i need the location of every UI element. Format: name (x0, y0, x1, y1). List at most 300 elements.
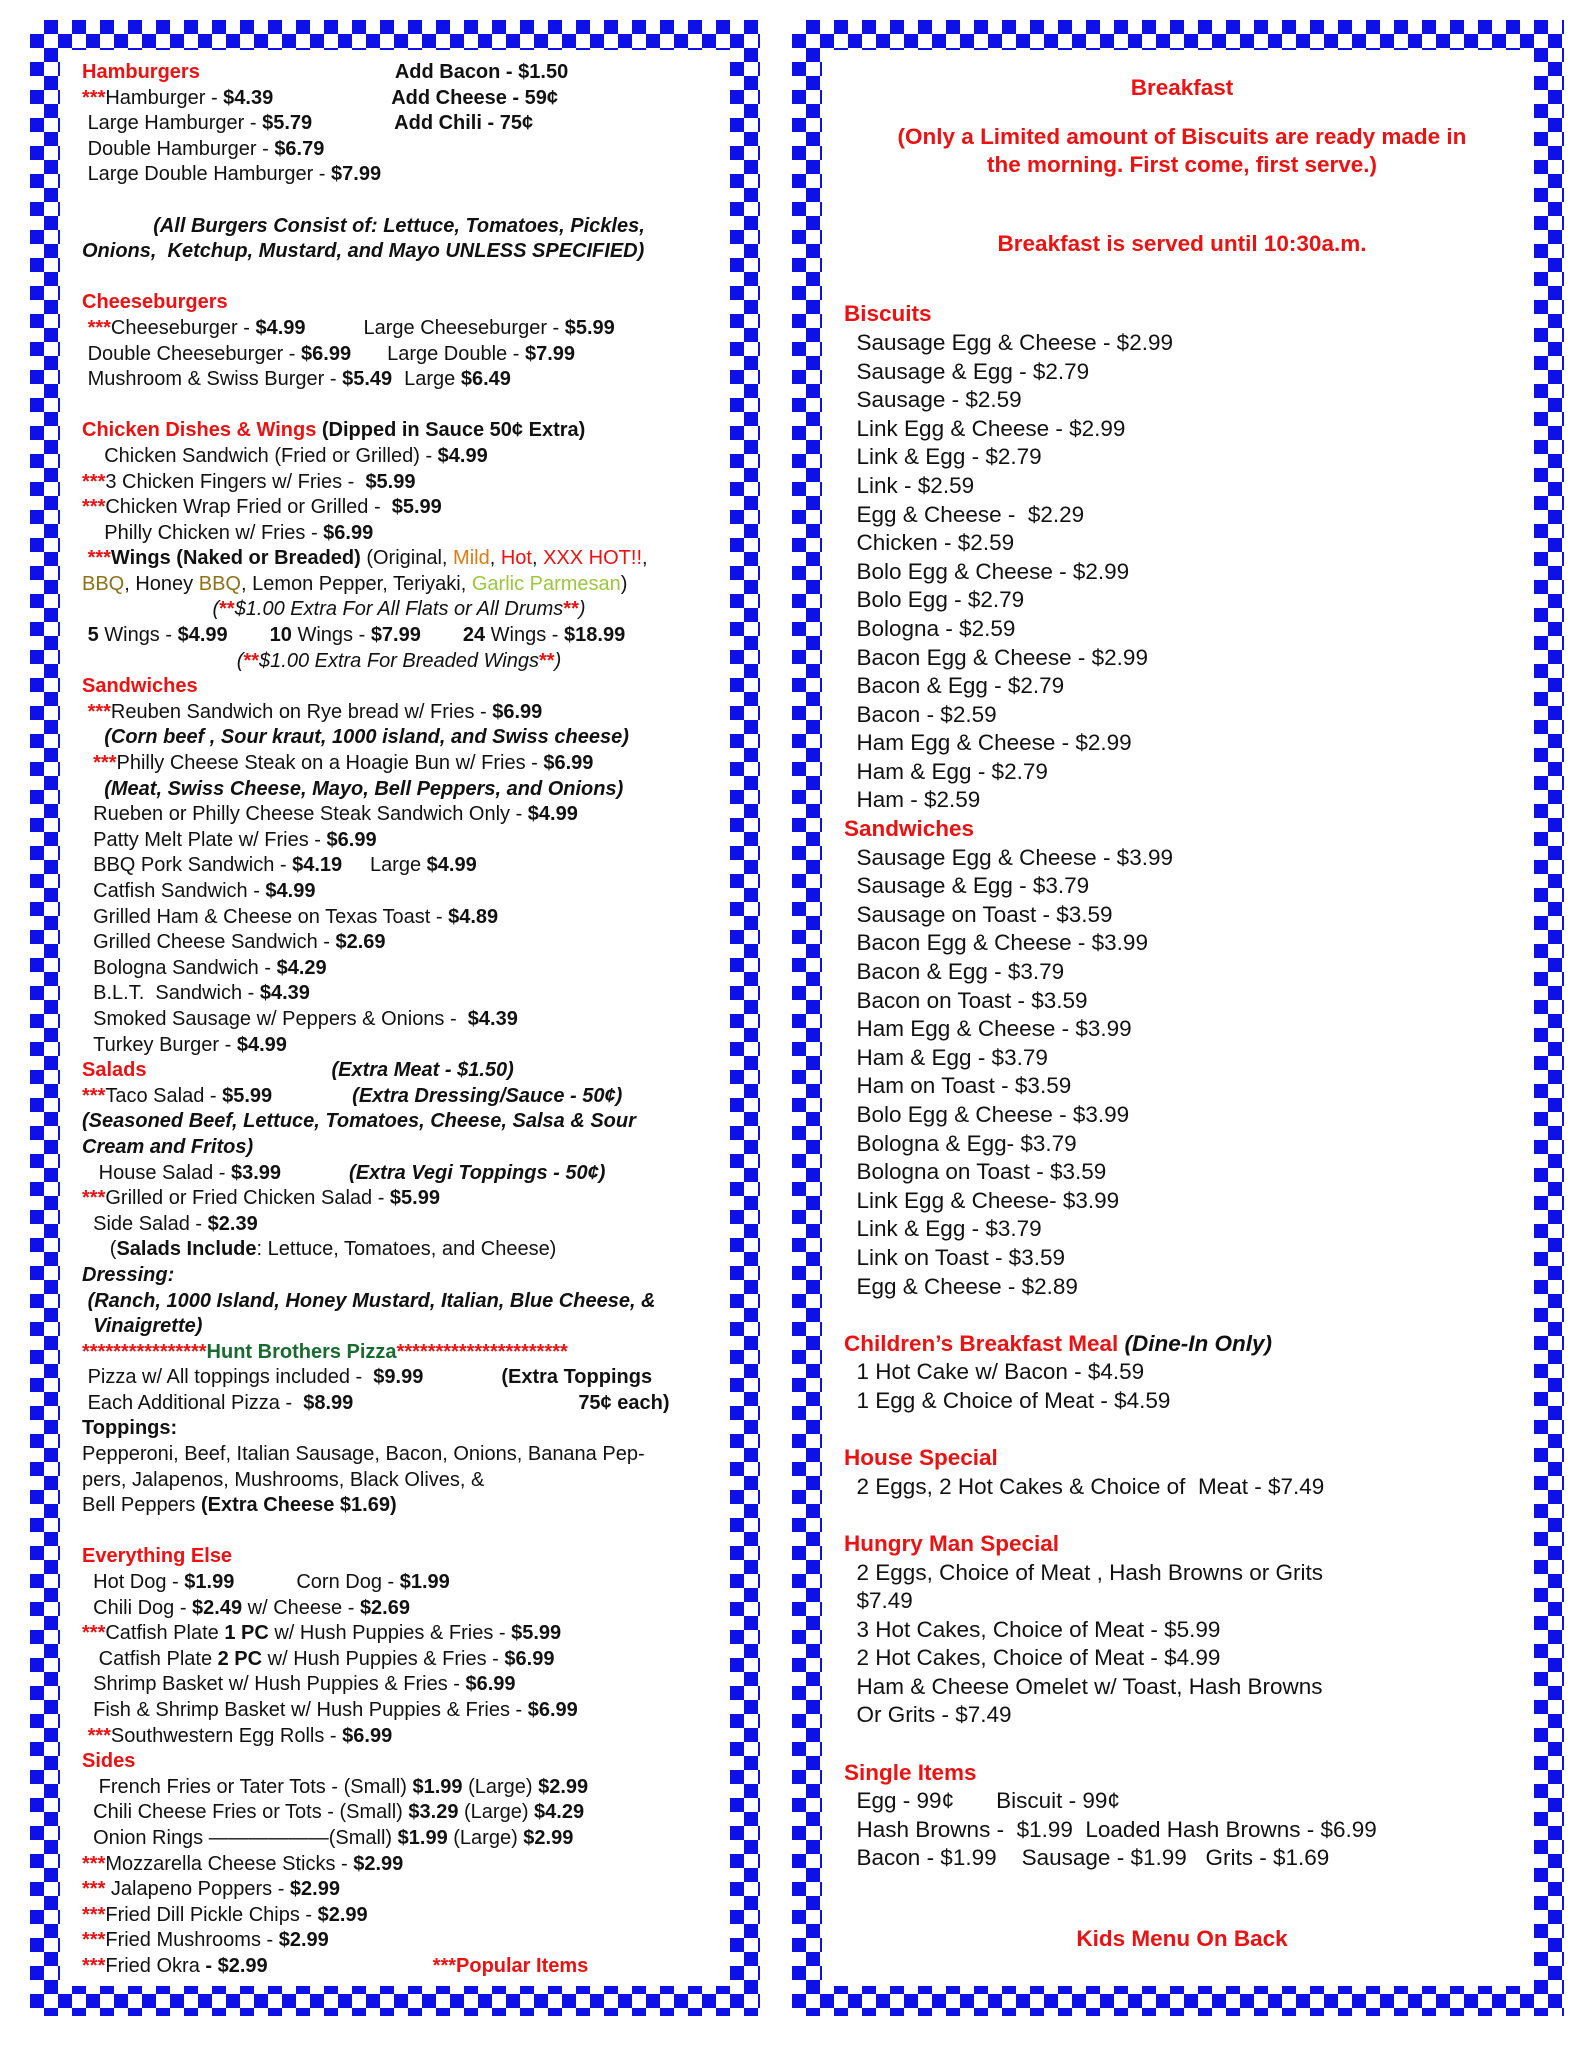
menu-text: , Lemon Pepper, Teriyaki, (240, 572, 472, 595)
menu-text: ** (538, 649, 555, 672)
menu-line (844, 1015, 1520, 1044)
column-spacer (421, 640, 463, 641)
menu-text: Vinaigrette) (82, 1315, 203, 1338)
menu-text: 24 (462, 624, 486, 647)
menu-line (82, 853, 716, 879)
menu-text: $1.99 (397, 1826, 448, 1849)
menu-line (82, 1365, 716, 1391)
menu-text: 75¢ each) (578, 1391, 670, 1414)
menu-text: Link & Egg - $2.79 (844, 444, 1042, 470)
menu-text: $4.39 (467, 1007, 518, 1030)
menu-text: 10 (269, 624, 292, 647)
menu-text: (Extra Meat - $1.50) (331, 1059, 514, 1082)
menu-text: (Dipped in Sauce 50¢ Extra) (321, 419, 586, 442)
section-cheeseburgers (82, 290, 716, 316)
menu-text: $6.49 (460, 368, 511, 391)
menu-text: Add Cheese - 59¢ (391, 86, 558, 109)
menu-text: ********************** (396, 1340, 568, 1363)
menu-text: $6.99 (342, 1724, 393, 1747)
column-spacer (234, 1587, 296, 1588)
menu-text: $4.29 (534, 1801, 585, 1824)
menu-text: $1.99 (399, 1571, 450, 1594)
menu-text: Catfish Sandwich - (82, 880, 266, 902)
menu-line (82, 1161, 716, 1187)
menu-text: Mozzarella Cheese Sticks - (105, 1852, 354, 1875)
menu-text: Bacon Egg & Cheese - $2.99 (844, 644, 1148, 670)
menu-text: 1 PC (224, 1622, 269, 1645)
menu-text: $4.39 (259, 982, 310, 1005)
menu-line (844, 123, 1520, 152)
menu-text: Bacon on Toast - $3.59 (844, 987, 1088, 1013)
menu-text: - $2.99 (205, 1954, 268, 1977)
menu-line (82, 1033, 716, 1059)
menu-text: $6.99 (301, 342, 352, 365)
menu-text: Cream and Fritos) (82, 1135, 254, 1158)
menu-line (82, 86, 716, 112)
menu-text: *** (82, 1622, 106, 1645)
menu-line (844, 358, 1520, 387)
menu-line (82, 1570, 716, 1596)
menu-text: $6.99 (492, 700, 543, 723)
column-spacer (351, 359, 387, 360)
section-breakfast-sandwiches (844, 815, 1520, 844)
menu-line (844, 872, 1520, 901)
menu-text: Bologna & Egg- $3.79 (844, 1130, 1077, 1156)
section-heading-text: Cheeseburgers (82, 291, 228, 314)
menu-text: $2.69 (335, 931, 386, 954)
menu-text: 5 (82, 624, 99, 647)
menu-line (844, 1701, 1520, 1730)
menu-line (82, 1493, 716, 1519)
menu-line (82, 981, 716, 1007)
section-heading-text: Children’s Breakfast Meal (844, 1330, 1125, 1356)
menu-text: , (489, 547, 501, 570)
menu-text: House Salad - (82, 1161, 231, 1184)
column-spacer (312, 128, 394, 129)
menu-text: Ham Egg & Cheese - $3.99 (844, 1016, 1132, 1042)
menu-line (844, 1215, 1520, 1244)
menu-text: Ham & Egg - $2.79 (844, 758, 1048, 784)
menu-line (82, 777, 716, 803)
menu-line (82, 1647, 716, 1673)
menu-text: Sausage & Egg - $3.79 (844, 873, 1090, 899)
section-heading-text: Hamburgers (82, 61, 200, 83)
menu-text: $1.00 Extra For All Flats or All Drums (234, 598, 564, 621)
menu-text: Rueben or Philly Cheese Steak Sandwich Only - (82, 803, 528, 826)
menu-line (82, 316, 716, 342)
menu-line (844, 1787, 1520, 1816)
menu-text: $2.99 (278, 1929, 329, 1952)
menu-text: ( (236, 649, 244, 672)
menu-line (82, 700, 716, 726)
menu-line (82, 1237, 716, 1263)
spacer-line (82, 1519, 716, 1545)
column-spacer (353, 1408, 578, 1409)
menu-line (844, 958, 1520, 987)
menu-text: *** (82, 1852, 106, 1875)
menu-text: Hot (500, 547, 532, 570)
menu-line (82, 1724, 716, 1750)
menu-text: Ham & Egg - $3.79 (844, 1044, 1048, 1070)
menu-text: Large Double Hamburger - (82, 163, 332, 186)
menu-text: $4.39 (223, 86, 274, 109)
food-menu-panel (30, 20, 760, 2016)
menu-line (82, 1621, 716, 1647)
menu-text: *** (82, 1187, 106, 1210)
menu-line (844, 615, 1520, 644)
spacer-line (844, 1416, 1520, 1445)
section-single-items (844, 1759, 1520, 1788)
menu-text: $2.99 (289, 1878, 340, 1901)
menu-line (82, 239, 716, 265)
menu-text: (All Burgers Consist of: Lettuce, Tomatoes, Pickles, (153, 214, 645, 237)
menu-text: Philly Chicken w/ Fries - (82, 521, 324, 544)
menu-text: *** (82, 700, 111, 723)
menu-text: $7.99 (370, 624, 421, 647)
column-spacer (306, 333, 364, 334)
menu-text: ** (563, 598, 579, 621)
menu-line (82, 1826, 716, 1852)
menu-text: Grilled or Fried Chicken Salad - (105, 1187, 390, 1210)
menu-text: *** (82, 1084, 106, 1107)
menu-line (844, 1358, 1520, 1387)
menu-text: Bologna - $2.59 (844, 615, 1016, 641)
menu-line (844, 230, 1520, 259)
menu-text: Egg & Cheese - $2.89 (844, 1273, 1078, 1299)
menu-text: French Fries or Tater Tots - (Small) (82, 1775, 413, 1798)
menu-text: Or Grits - $7.49 (844, 1702, 1012, 1728)
menu-text: *** (82, 496, 106, 519)
menu-line (82, 649, 716, 675)
section-everything-else (82, 1544, 716, 1570)
menu-line (82, 1672, 716, 1698)
menu-text: $7.99 (524, 342, 576, 365)
menu-text: Sausage & Egg - $2.79 (844, 358, 1090, 384)
menu-text: Catfish Plate (105, 1622, 225, 1645)
menu-text: Toppings: (82, 1417, 178, 1440)
menu-text: Double Hamburger - (82, 137, 275, 160)
menu-text: Link & Egg - $3.79 (844, 1216, 1042, 1242)
menu-text: $5.79 (262, 112, 313, 135)
column-spacer (423, 1382, 501, 1383)
section-sandwiches (82, 674, 716, 700)
menu-text: Onion Rings ——————(Small) (82, 1826, 398, 1849)
menu-line (82, 1698, 716, 1724)
menu-line (82, 879, 716, 905)
menu-text: Cheeseburger - (110, 316, 256, 339)
menu-text: Chicken - $2.59 (844, 530, 1015, 556)
menu-text: Large (342, 854, 427, 877)
menu-text: Hot Dog - (82, 1571, 185, 1594)
menu-text: Hamburger - (105, 86, 224, 109)
menu-text: Wings - (291, 624, 371, 647)
menu-text: (Large) (447, 1826, 524, 1849)
section-hungry-man (844, 1530, 1520, 1559)
menu-text: Salads Include (116, 1238, 257, 1261)
menu-text: ) (554, 649, 562, 672)
kids-menu-note (844, 1925, 1520, 1954)
menu-text: (Only a Limited amount of Biscuits are ready made in (897, 123, 1467, 149)
column-spacer (392, 384, 404, 385)
menu-text: (Extra Toppings (501, 1366, 653, 1389)
menu-text: $4.19 (292, 854, 343, 877)
menu-text: 2 PC (217, 1647, 263, 1670)
menu-text: Philly Cheese Steak on a Hoagie Bun w/ Fries - (116, 752, 544, 775)
menu-line (844, 1273, 1520, 1302)
menu-text: **************** (82, 1340, 207, 1363)
menu-text: Ham & Cheese Omelet w/ Toast, Hash Browns (844, 1673, 1323, 1699)
menu-text: $6.99 (527, 1699, 578, 1721)
menu-text: ** (219, 598, 235, 621)
menu-text: *** (82, 752, 117, 775)
menu-text: $4.89 (448, 905, 499, 928)
menu-line (82, 342, 716, 368)
menu-text: Turkey Burger - (82, 1033, 237, 1056)
menu-line (82, 521, 716, 547)
menu-line (82, 751, 716, 777)
menu-text: Pepperoni, Beef, Italian Sausage, Bacon, Onions, Banana Pep- (82, 1443, 645, 1466)
spacer-line (82, 188, 716, 214)
menu-text: $18.99 (564, 624, 626, 647)
menu-line (82, 623, 716, 649)
menu-text: Sausage Egg & Cheese - $3.99 (844, 844, 1173, 870)
menu-text: $2.99 (317, 1903, 368, 1926)
menu-line (844, 672, 1520, 701)
menu-text: (Dine-In Only) (1124, 1330, 1273, 1356)
menu-text: Fried Mushrooms - (105, 1929, 279, 1952)
menu-line (844, 901, 1520, 930)
menu-line (82, 572, 716, 598)
menu-text: 3 Chicken Fingers w/ Fries - (105, 470, 366, 493)
menu-text: $2.99 (353, 1852, 404, 1875)
section-sides (82, 1749, 716, 1775)
menu-line (82, 1007, 716, 1033)
menu-line (82, 1800, 716, 1826)
menu-text: $6.99 (323, 521, 374, 544)
menu-line (844, 1244, 1520, 1273)
menu-text: Ham Egg & Cheese - $2.99 (844, 730, 1132, 756)
menu-line (844, 586, 1520, 615)
menu-text: $4.99 (527, 803, 578, 826)
section-heading-text: Sandwiches (844, 816, 975, 842)
menu-line (844, 558, 1520, 587)
menu-line (844, 1101, 1520, 1130)
menu-text: Biscuit - 99¢ (996, 1788, 1120, 1814)
menu-text: Link - $2.59 (844, 472, 975, 498)
section-chicken (82, 418, 716, 444)
menu-text: *** (82, 316, 111, 339)
menu-line (844, 987, 1520, 1016)
menu-line (844, 415, 1520, 444)
menu-text: Wings - (485, 624, 565, 647)
menu-text: $4.99 (437, 444, 488, 467)
menu-text: $7.49 (844, 1588, 913, 1614)
menu-text: *** (82, 1878, 106, 1901)
menu-text: Corn Dog - (296, 1571, 400, 1594)
menu-text: $7.99 (331, 163, 382, 186)
menu-text: Large Cheeseburger - (363, 316, 565, 339)
menu-line (844, 501, 1520, 530)
section-house-special (844, 1444, 1520, 1473)
menu-text: (Meat, Swiss Cheese, Mayo, Bell Peppers, and Onions) (82, 777, 624, 800)
menu-text: Each Additional Pizza - (82, 1391, 304, 1414)
menu-text: Grilled Ham & Cheese on Texas Toast - (82, 905, 449, 928)
menu-line (844, 1673, 1520, 1702)
menu-text: $2.99 (523, 1826, 574, 1849)
menu-text: B.L.T. Sandwich - (82, 982, 260, 1005)
menu-text: Mild (453, 547, 490, 570)
menu-line (844, 1387, 1520, 1416)
menu-line (82, 495, 716, 521)
menu-text: ( (82, 1238, 117, 1261)
menu-text: BBQ (198, 572, 241, 595)
menu-text: Ham on Toast - $3.59 (844, 1073, 1072, 1099)
menu-text: Fried Okra (105, 1954, 206, 1977)
menu-line (82, 828, 716, 854)
menu-text: Bacon & Egg - $2.79 (844, 673, 1065, 699)
menu-text: Link on Toast - $3.59 (844, 1244, 1065, 1270)
menu-line (82, 1442, 716, 1468)
menu-text: Hunt Brothers Pizza (206, 1340, 397, 1363)
column-spacer (281, 1178, 349, 1179)
menu-text: (Large) (458, 1801, 535, 1824)
menu-text: (Large) (462, 1775, 539, 1798)
menu-text: Bologna on Toast - $3.59 (844, 1159, 1107, 1185)
column-spacer (268, 1971, 433, 1972)
menu-text: , (531, 547, 544, 570)
menu-text: $5.99 (389, 1187, 440, 1210)
menu-line (844, 844, 1520, 873)
section-heading-text: Biscuits (844, 301, 932, 327)
menu-text: Jalapeno Poppers - (105, 1878, 290, 1901)
menu-line (82, 1928, 716, 1954)
menu-line (844, 929, 1520, 958)
menu-line (82, 1109, 716, 1135)
menu-text: (Corn beef , Sour kraut, 1000 island, and Swiss cheese) (82, 726, 629, 749)
menu-text: Chili Cheese Fries or Tots - (Small) (82, 1801, 409, 1824)
menu-text: w/ Hush Puppies & Fries - (262, 1647, 505, 1670)
section-heading-text: Chicken Dishes & Wings (82, 419, 322, 442)
menu-text: XXX HOT!! (543, 547, 642, 570)
menu-line (82, 1852, 716, 1878)
menu-text: : Lettuce, Tomatoes, and Cheese) (256, 1238, 557, 1261)
section-heading-text: Single Items (844, 1759, 977, 1785)
menu-line (82, 1596, 716, 1622)
column-spacer (273, 103, 391, 104)
section-pizza (82, 1340, 716, 1366)
menu-text: $2.49 (192, 1596, 243, 1619)
menu-line (82, 111, 716, 137)
menu-text: Side Salad - (82, 1212, 208, 1235)
menu-text: $4.29 (276, 956, 327, 979)
menu-line (82, 956, 716, 982)
menu-text: *** (82, 1903, 106, 1926)
menu-text: Bacon & Egg - $3.79 (844, 959, 1065, 985)
menu-text: Dressing: (82, 1263, 175, 1286)
menu-text: Ham - $2.59 (844, 787, 981, 813)
menu-text: Chili Dog - (82, 1596, 193, 1619)
menu-text: $4.99 (236, 1033, 287, 1056)
menu-text: 3 Hot Cakes, Choice of Meat - $5.99 (844, 1616, 1221, 1642)
menu-line (844, 1616, 1520, 1645)
menu-line (844, 1158, 1520, 1187)
menu-text: $6.99 (504, 1647, 555, 1670)
menu-line (82, 1468, 716, 1494)
menu-text: $5.49 (342, 368, 393, 391)
menu-line (82, 725, 716, 751)
menu-text: Bologna Sandwich - (82, 956, 277, 979)
menu-text: Bacon - $1.99 Sausage - $1.99 Grits - $1.69 (844, 1845, 1330, 1871)
column-spacer (954, 1807, 996, 1808)
menu-text: Sausage Egg & Cheese - $2.99 (844, 329, 1173, 355)
section-hamburgers (82, 60, 716, 86)
menu-text: Chicken Wrap Fried or Grilled - (105, 496, 392, 519)
menu-text: Southwestern Egg Rolls - (110, 1724, 343, 1747)
menu-text: (Extra Vegi Toppings - 50¢) (349, 1161, 606, 1184)
menu-text: Bolo Egg & Cheese - $2.99 (844, 558, 1130, 584)
menu-text: $6.99 (543, 752, 594, 775)
menu-text: $4.99 (426, 854, 477, 877)
breakfast-menu-panel (792, 20, 1564, 2016)
section-childrens-breakfast (844, 1330, 1520, 1359)
menu-line (844, 1587, 1520, 1616)
menu-text: Bacon - $2.59 (844, 701, 997, 727)
menu-line (82, 905, 716, 931)
menu-text: pers, Jalapenos, Mushrooms, Black Olives, & (82, 1468, 485, 1491)
menu-text: Smoked Sausage w/ Peppers & Onions - (82, 1007, 468, 1030)
menu-text: (Ranch, 1000 Island, Honey Mustard, Italian, Blue Cheese, & (82, 1289, 656, 1312)
menu-line (844, 758, 1520, 787)
section-biscuits (844, 300, 1520, 329)
menu-text: Patty Melt Plate w/ Fries - (82, 828, 327, 851)
menu-text: ***Popular Items (432, 1954, 589, 1977)
menu-text: 2 Eggs, 2 Hot Cakes & Choice of Meat - $7.49 (844, 1473, 1325, 1499)
spacer-line (844, 1730, 1520, 1759)
breakfast-title (844, 74, 1520, 103)
column-spacer (200, 77, 395, 78)
menu-text: Pizza w/ All toppings included - (82, 1366, 374, 1389)
menu-text: $1.99 (412, 1775, 463, 1798)
menu-line (82, 1135, 716, 1161)
menu-text: Add Bacon - $1.50 (394, 61, 569, 83)
menu-line (82, 470, 716, 496)
menu-text: $5.99 (391, 496, 442, 519)
spacer-line (82, 265, 716, 291)
menu-text: $5.99 (365, 470, 416, 493)
menu-text: Catfish Plate (82, 1647, 218, 1670)
menu-line (82, 1263, 716, 1289)
menu-text: Shrimp Basket w/ Hush Puppies & Fries - (82, 1673, 466, 1696)
menu-text: w/ Cheese - (242, 1596, 360, 1619)
menu-text: Kids Menu On Back (1076, 1926, 1288, 1952)
menu-text: $4.99 (255, 316, 306, 339)
column-spacer (146, 1075, 331, 1076)
menu-text: Fried Dill Pickle Chips - (105, 1903, 318, 1926)
menu-line (82, 1416, 716, 1442)
menu-line (82, 214, 716, 240)
menu-line (844, 786, 1520, 815)
menu-text: *** (82, 86, 106, 109)
menu-line (82, 802, 716, 828)
menu-text: $4.99 (177, 624, 228, 647)
spacer-line (82, 393, 716, 419)
spacer-line (844, 1301, 1520, 1330)
menu-text: Hash Browns - $1.99 Loaded Hash Browns - $6.99 (844, 1816, 1377, 1842)
column-spacer (272, 1101, 352, 1102)
menu-text: (Original, (366, 547, 454, 570)
menu-text: Large (404, 368, 461, 391)
menu-line (82, 546, 716, 572)
